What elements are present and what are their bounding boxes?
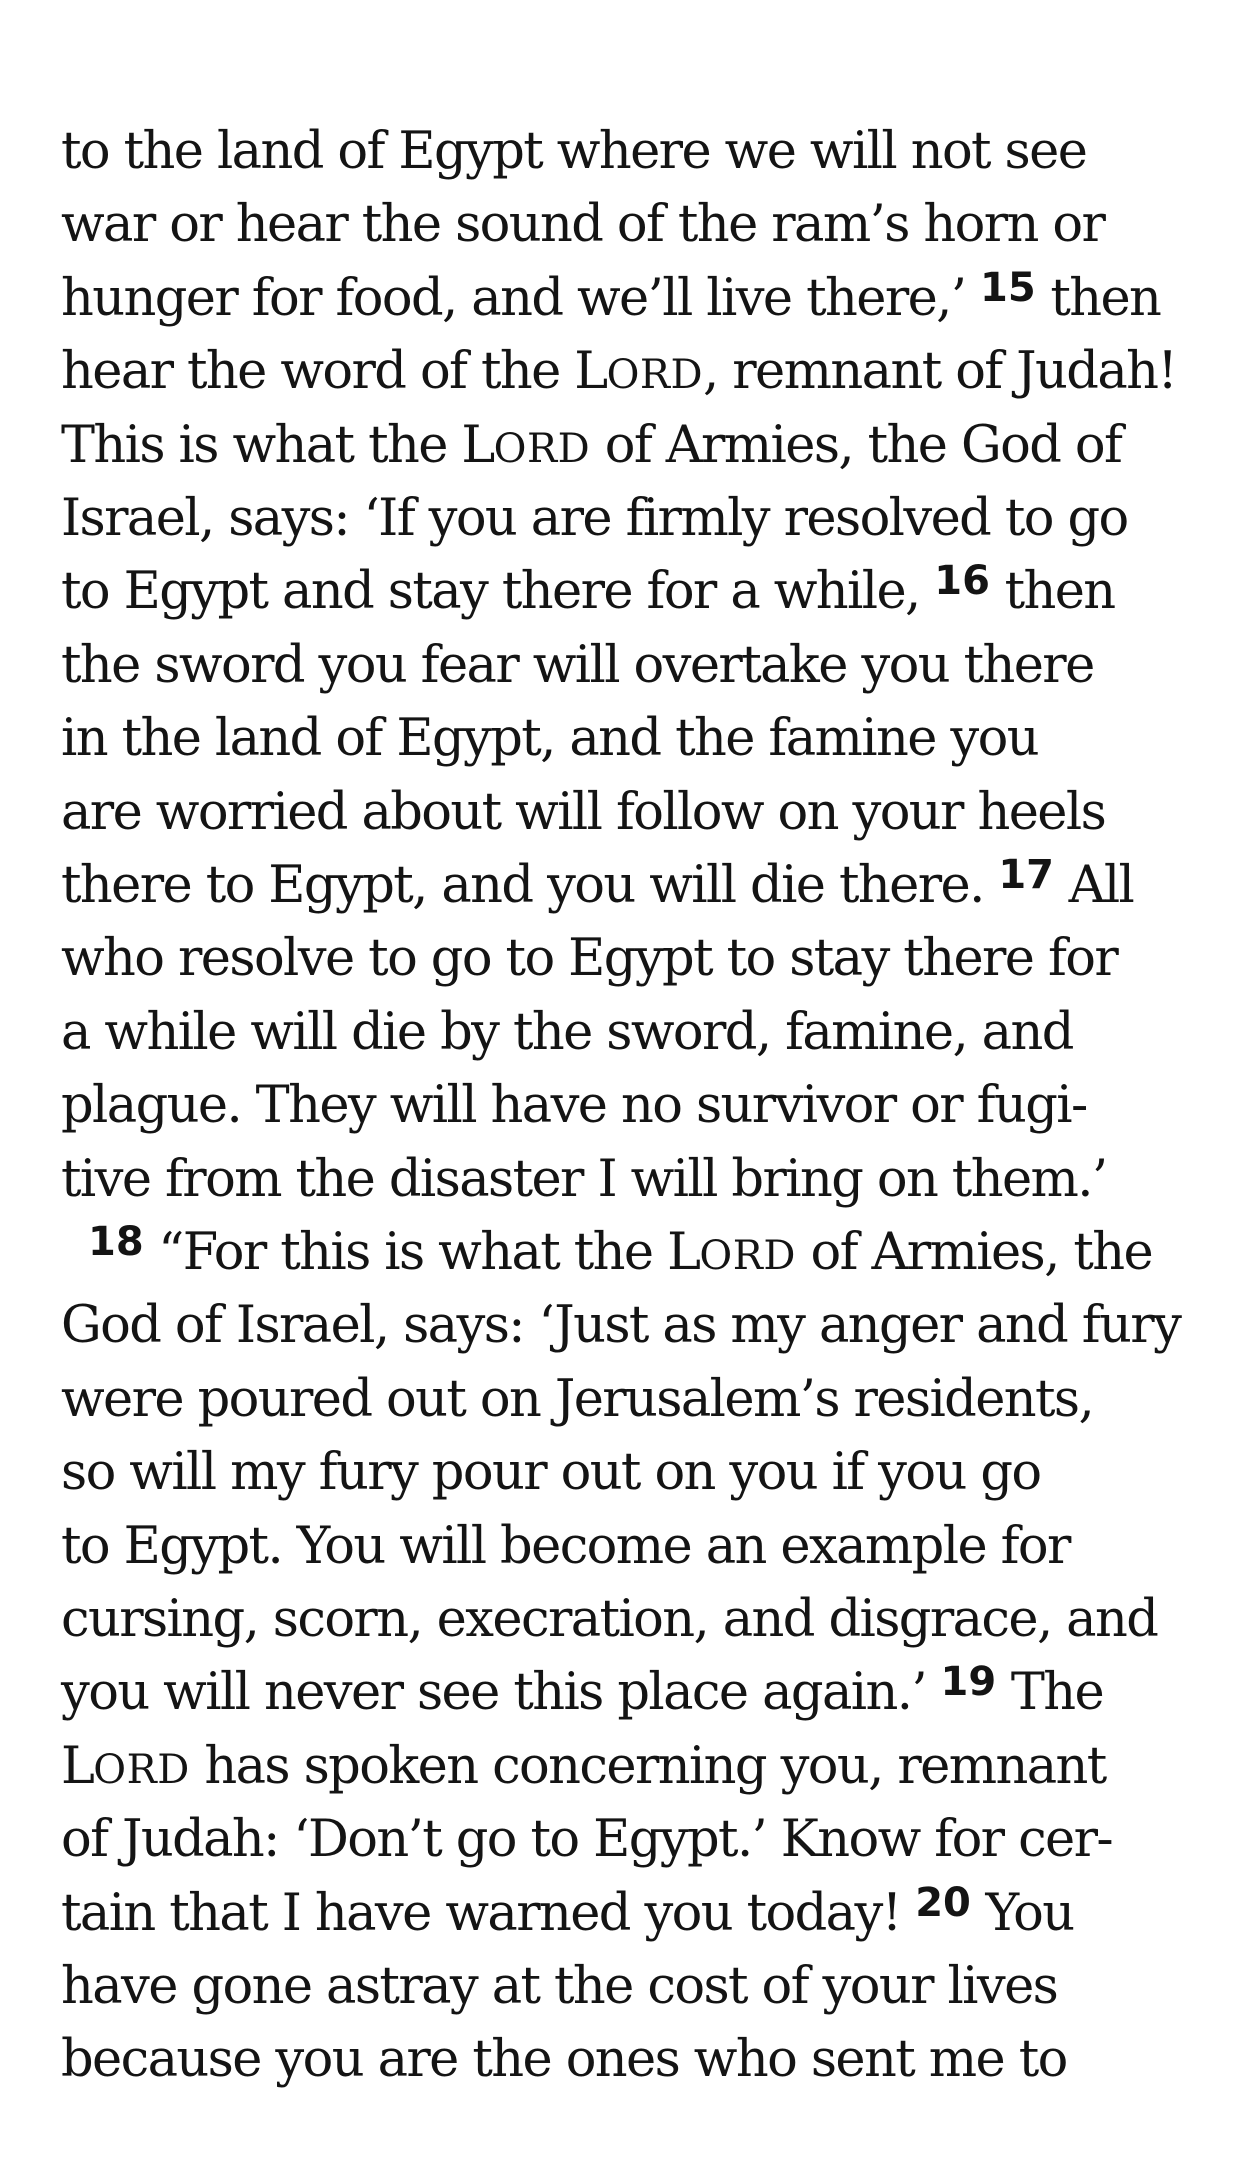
small-caps-text: ORD: [493, 425, 591, 472]
text-segment: of Armies, the God of: [590, 415, 1122, 475]
text-segment: God of Israel, says: ‘Just as my anger and fury: [61, 1296, 1181, 1356]
text-line: [61, 1443, 1041, 1503]
text-segment: You: [970, 1883, 1074, 1943]
text-line: [61, 1659, 1104, 1723]
text-segment: “For this is what the L: [143, 1223, 700, 1282]
text-segment: then: [1035, 268, 1161, 328]
text-line: [61, 1736, 1106, 1796]
small-caps-text: ORD: [606, 352, 704, 399]
text-segment: because you are the ones who sent me to: [61, 2030, 1067, 2090]
text-segment: to Egypt. You will become an example for: [61, 1516, 1070, 1576]
text-segment: to Egypt and stay there for a while,: [61, 562, 935, 622]
text-segment: a while will die by the sword, famine, and: [61, 1002, 1073, 1062]
verse-number: 15: [980, 264, 1036, 311]
text-segment: L: [61, 1736, 94, 1796]
text-segment: of Judah: ‘Don’t go to Egypt.’ Know for cer-: [61, 1810, 1113, 1870]
text-line: [61, 2030, 1067, 2090]
text-line: [61, 1369, 1094, 1429]
verse-number: 19: [940, 1659, 997, 1706]
text-line: [61, 1076, 1087, 1136]
text-line: [61, 1590, 1158, 1649]
text-segment: war or hear the sound of the ram’s horn or: [61, 195, 1105, 255]
text-line: [61, 852, 1134, 915]
text-line: [61, 709, 1038, 769]
text-segment: so will my fury pour out on you if you go: [61, 1443, 1041, 1503]
text-segment: were poured out on Jerusalem’s residents,: [61, 1369, 1094, 1429]
text-line: [61, 635, 1094, 695]
text-segment: there to Egypt, and you will die there.: [61, 856, 999, 915]
text-segment: the sword you fear will overtake you there: [61, 635, 1094, 695]
text-segment: has spoken concerning you, remnant: [189, 1736, 1106, 1796]
text-line: [61, 489, 1128, 548]
text-segment: All: [1053, 856, 1134, 915]
text-segment: hunger for food, and we’ll live there,’: [61, 268, 981, 328]
text-segment: plague. They will have no survivor or fugi-: [61, 1076, 1087, 1136]
text-line: [61, 415, 1122, 475]
text-line: [61, 1149, 1107, 1209]
text-segment: who resolve to go to Egypt to stay there for: [61, 929, 1118, 989]
text-segment: have gone astray at the cost of your lives: [61, 1957, 1058, 2016]
text-segment: This is what the L: [61, 415, 494, 475]
verse-number: 20: [915, 1879, 971, 1926]
text-line: [61, 1002, 1073, 1062]
text-segment: cursing, scorn, execration, and disgrace, and: [61, 1590, 1158, 1649]
text-segment: hear the word of the L: [61, 342, 607, 402]
verse-number: 17: [998, 852, 1054, 898]
verse-number: 16: [934, 558, 990, 605]
text-line: [61, 342, 1177, 402]
text-line: [61, 122, 1087, 181]
text-line: [61, 1296, 1181, 1356]
verse-number: 18: [88, 1219, 144, 1265]
text-segment: The: [996, 1663, 1104, 1723]
text-line: [61, 264, 1161, 328]
small-caps-text: ORD: [699, 1233, 796, 1279]
text-line: [61, 1957, 1058, 2016]
text-segment: tain that I have warned you today!: [61, 1883, 916, 1943]
text-segment: in the land of Egypt, and the famine you: [61, 709, 1038, 769]
small-caps-text: ORD: [93, 1746, 190, 1793]
text-segment: of Armies, the: [795, 1223, 1153, 1282]
text-segment: tive from the disaster I will bring on them.’: [61, 1149, 1107, 1209]
text-line: [61, 1879, 1074, 1943]
text-segment: you will never see this place again.’: [61, 1663, 941, 1723]
text-line: [61, 195, 1105, 255]
text-segment: Israel, says: ‘If you are firmly resolved to go: [61, 489, 1128, 548]
text-segment: , remnant of Judah!: [703, 342, 1177, 402]
text-segment: are worried about will follow on your heels: [61, 782, 1106, 842]
text-segment: to the land of Egypt where we will not see: [61, 122, 1087, 181]
text-line: [61, 782, 1106, 842]
text-line: [61, 1810, 1113, 1870]
text-segment: then: [989, 562, 1115, 622]
text-line: [88, 1219, 1153, 1282]
text-line: [61, 929, 1118, 989]
text-line: [61, 558, 1115, 622]
text-line: [61, 1516, 1070, 1576]
